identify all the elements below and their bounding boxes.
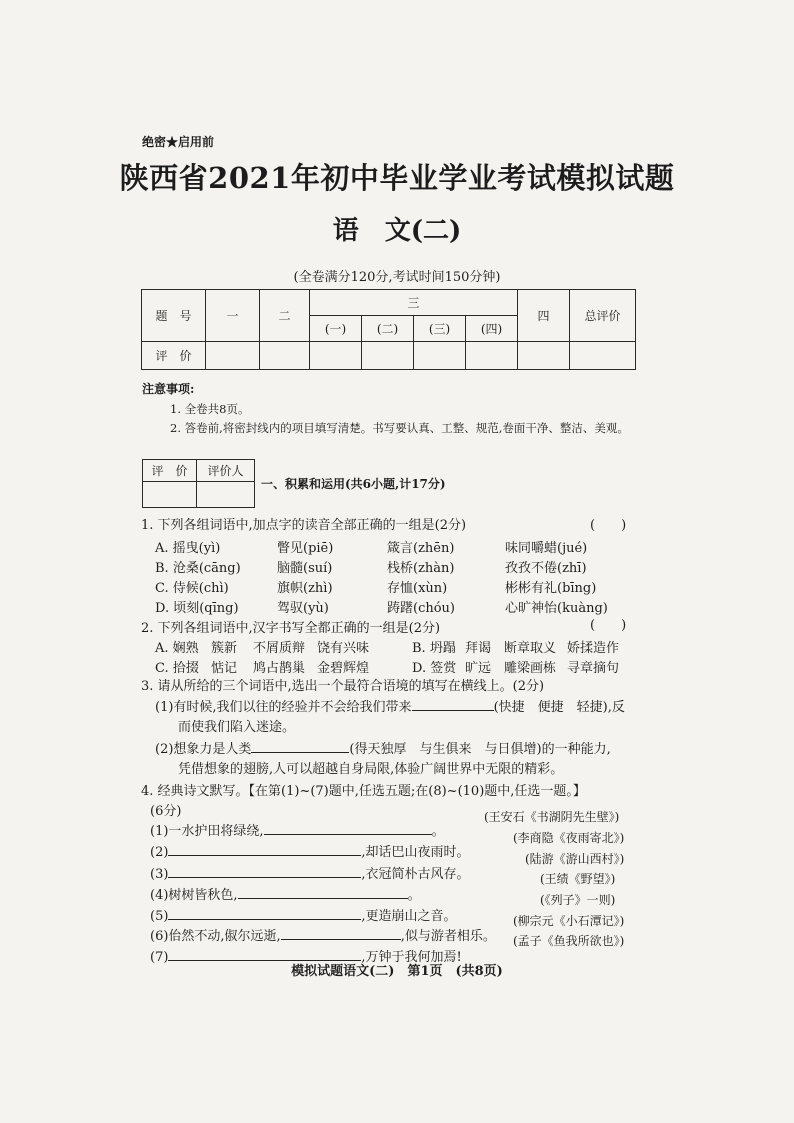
line-prefix: (3) <box>150 867 169 882</box>
option-item: C. 侍候(chì) <box>155 581 229 596</box>
answer-paren[interactable]: ( ) <box>590 518 627 533</box>
option-item: 瞥见(piē) <box>277 541 334 556</box>
line-suffix: 。 <box>431 824 445 839</box>
score-table-col-two: 二 <box>260 290 310 342</box>
sentence-2-cont: 凭借想象的翅膀,人可以超越自身局限,体验广阔世界中无限的精彩。 <box>178 762 564 777</box>
source-citation: (王绩《野望》) <box>540 872 616 886</box>
question-stem: 2. 下列各组词语中,汉字书写全都正确的一组是(2分) <box>141 621 441 636</box>
line-prefix: (4)树树皆秋色, <box>150 888 238 903</box>
recitation-line <box>150 905 457 924</box>
line-suffix: ,却话巴山夜雨时。 <box>361 845 470 860</box>
sentence-1-text: (1)有时候,我们以往的经验并不会给我们带来 <box>155 700 412 715</box>
answer-paren[interactable]: ( ) <box>590 618 627 633</box>
sentence-1-options: (快捷 便捷 轻捷),反 <box>493 700 625 715</box>
score-cell[interactable] <box>206 342 260 370</box>
grader-person-label: 评价人 <box>197 460 255 482</box>
recitation-line <box>150 863 470 882</box>
fill-blank[interactable] <box>281 926 401 940</box>
source-citation: (王安石《书湖阴先生壁》) <box>484 810 620 824</box>
score-table-col-one: 一 <box>206 290 260 342</box>
score-table-eval-label: 评 价 <box>142 342 206 370</box>
score-table-sub2: (二) <box>362 316 414 342</box>
sentence-2-options: (得天独厚 与生俱来 与日俱增)的一种能力, <box>349 742 611 757</box>
question-stem: 4. 经典诗文默写。【在第(1)~(7)题中,任选五题;在(8)~(10)题中,任选一题。】 <box>141 784 586 799</box>
option-item: 寻章摘句 <box>567 661 620 676</box>
line-suffix: ,似与游者相乐。 <box>400 929 496 944</box>
source-citation: (李商隐《夜雨寄北》) <box>513 831 625 845</box>
line-prefix: (2) <box>150 845 169 860</box>
option-item: 旗帜(zhì) <box>277 581 333 596</box>
option-item: 旷远 <box>465 661 492 676</box>
option-item: A. 摇曳(yì) <box>155 541 221 556</box>
sentence-1-cont: 而使我们陷入迷途。 <box>178 720 296 735</box>
recitation-line <box>150 841 470 860</box>
option-item: B. 沧桑(cāng) <box>155 561 241 576</box>
question-points: (6分) <box>150 804 182 819</box>
score-cell[interactable] <box>518 342 570 370</box>
source-citation: (孟子《鱼我所欲也》) <box>513 934 625 948</box>
option-item: 脑髓(suí) <box>277 561 333 576</box>
score-cell[interactable] <box>466 342 518 370</box>
line-suffix: ,更造崩山之音。 <box>361 909 457 924</box>
notice-heading: 注意事项: <box>142 382 195 396</box>
option-item: D. 顷刻(qīng) <box>155 601 239 616</box>
source-citation: (陆游《游山西村》) <box>525 852 625 866</box>
score-cell[interactable] <box>414 342 466 370</box>
score-cell[interactable] <box>570 342 636 370</box>
score-cell[interactable] <box>310 342 362 370</box>
notice-item: 1. 全卷共8页。 <box>170 402 250 416</box>
fill-blank[interactable] <box>412 697 494 711</box>
score-table-col-three: 三 <box>310 290 518 316</box>
option-item: 彬彬有礼(bīng) <box>505 581 597 596</box>
option-item: 踌躇(chóu) <box>387 601 455 616</box>
line-suffix: ,衣冠简朴古风存。 <box>361 867 470 882</box>
score-table-col-four: 四 <box>518 290 570 342</box>
option-item: B. 坍蹋 <box>412 641 456 656</box>
recitation-line <box>150 925 496 944</box>
score-table-col-total: 总评价 <box>570 290 636 342</box>
sentence-2-text: (2)想象力是人类 <box>155 742 252 757</box>
grader-person-cell[interactable] <box>197 482 255 508</box>
fill-blank[interactable] <box>238 885 408 899</box>
option-item: 拜谒 <box>465 641 492 656</box>
score-cell[interactable] <box>362 342 414 370</box>
option-item: 箴言(zhēn) <box>387 541 455 556</box>
option-item: 簇新 <box>211 641 238 656</box>
question-stem: 3. 请从所给的三个词语中,选出一个最符合语境的填写在横线上。(2分) <box>141 679 545 694</box>
exam-info: (全卷满分120分,考试时间150分钟) <box>293 270 501 285</box>
fill-blank[interactable] <box>168 842 361 856</box>
option-item: 鸠占鹊巢 <box>253 661 306 676</box>
source-citation: (柳宗元《小石潭记》) <box>513 914 625 928</box>
line-prefix: (7) <box>150 950 169 965</box>
fill-blank[interactable] <box>264 821 432 835</box>
line-prefix: (1)一水护田将绿绕, <box>150 824 264 839</box>
option-item: 孜孜不倦(zhī) <box>505 561 587 576</box>
recitation-line <box>150 884 421 903</box>
page-footer: 模拟试题语文(二) 第1页 (共8页) <box>291 964 503 979</box>
option-item: 心旷神怡(kuàng) <box>505 601 608 616</box>
option-item: 断章取义 <box>504 641 557 656</box>
score-table-sub4: (四) <box>466 316 518 342</box>
option-item: 味同嚼蜡(jué) <box>505 541 588 556</box>
section-heading: 一、积累和运用(共6小题,计17分) <box>261 477 446 491</box>
line-suffix: 。 <box>407 888 421 903</box>
recitation-line <box>150 820 445 839</box>
fill-blank[interactable] <box>168 864 361 878</box>
score-table <box>141 289 636 370</box>
exam-title: 陕西省2021年初中毕业学业考试模拟试题 <box>119 161 675 195</box>
fill-blank[interactable] <box>168 906 361 920</box>
subject-title: 语 文(二) <box>332 216 462 246</box>
grader-table <box>142 459 255 508</box>
option-item: A. 娴熟 <box>155 641 199 656</box>
score-table-sub3: (三) <box>414 316 466 342</box>
option-item: 娇揉造作 <box>567 641 620 656</box>
option-item: 金碧辉煌 <box>317 661 370 676</box>
confidential-label: 绝密★启用前 <box>142 135 215 149</box>
line-prefix: (5) <box>150 909 169 924</box>
grader-eval-cell[interactable] <box>143 482 197 508</box>
option-item: D. 签赏 <box>412 661 457 676</box>
option-item: 惦记 <box>211 661 238 676</box>
sentence-2 <box>155 738 611 757</box>
option-item: C. 拾掇 <box>155 661 199 676</box>
notice-item: 2. 答卷前,将密封线内的项目填写清楚。书写要认真、工整、规范,卷面干净、整洁、美观。 <box>170 421 629 435</box>
fill-blank[interactable] <box>251 739 349 753</box>
option-item: 栈桥(zhàn) <box>387 561 455 576</box>
option-item: 雕梁画栋 <box>504 661 557 676</box>
line-prefix: (6)佁然不动,俶尔远逝, <box>150 929 281 944</box>
score-table-header-label: 题 号 <box>142 290 206 342</box>
score-cell[interactable] <box>260 342 310 370</box>
fill-blank[interactable] <box>168 947 361 961</box>
option-item: 饶有兴味 <box>317 641 370 656</box>
option-item: 不屑质辩 <box>253 641 306 656</box>
option-item: 存恤(xùn) <box>387 581 448 596</box>
sentence-1 <box>155 696 625 715</box>
score-table-sub1: (一) <box>310 316 362 342</box>
option-item: 驾驭(yù) <box>277 601 329 616</box>
line-suffix: ,万钟于我何加焉! <box>361 950 462 965</box>
source-citation: (《列子》一则) <box>540 893 616 907</box>
grader-eval-label: 评 价 <box>143 460 197 482</box>
question-stem: 1. 下列各组词语中,加点字的读音全部正确的一组是(2分) <box>141 518 467 533</box>
